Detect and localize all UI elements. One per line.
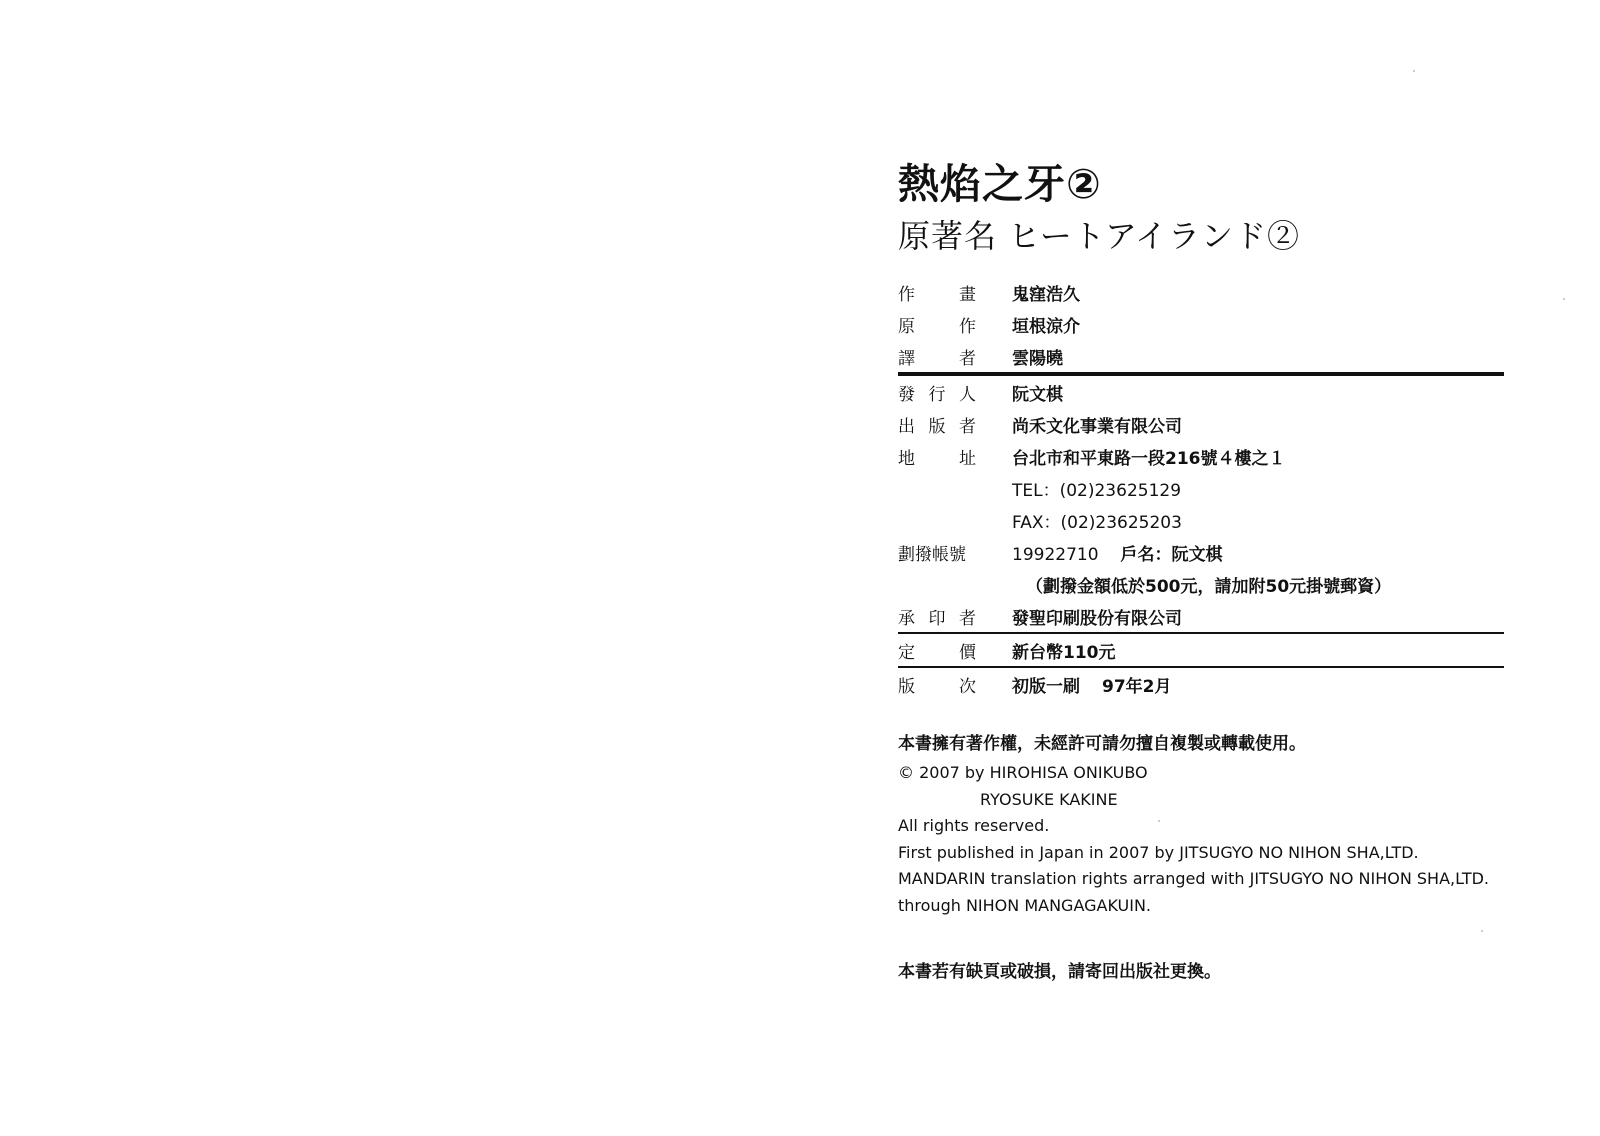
edition-value bbox=[1012, 672, 1172, 697]
label-char: 者 bbox=[959, 416, 976, 437]
credits-table bbox=[898, 276, 1504, 700]
edition-row bbox=[898, 668, 1504, 700]
credit-row-artist bbox=[898, 276, 1504, 308]
label-char: 行 bbox=[928, 384, 946, 405]
price-row bbox=[898, 634, 1504, 668]
transfer-account-number: 19922710 bbox=[1012, 544, 1099, 565]
publication-line: First published in Japan in 2007 by JITSUGYO NO NIHON SHA,LTD. bbox=[898, 842, 1419, 862]
copyright-line: RYOSUKE KAKINE bbox=[980, 789, 1118, 809]
label-char: 印 bbox=[928, 608, 946, 629]
label-char: 版 bbox=[928, 416, 946, 437]
label-char: 版 bbox=[898, 676, 915, 697]
credit-label-char: 畫 bbox=[959, 284, 976, 305]
transfer-label: 劃撥帳號 bbox=[898, 544, 966, 565]
fax-value: FAX：(02)23625203 bbox=[1012, 512, 1182, 533]
scan-speck bbox=[1413, 70, 1415, 72]
rights-line: All rights reserved. bbox=[898, 816, 1050, 835]
scan-speck bbox=[1481, 930, 1483, 932]
book-title: 熱焰之牙② bbox=[898, 160, 1102, 208]
copyright-line: © 2007 by HIROHISA ONIKUBO bbox=[898, 763, 1148, 782]
original-title: 原著名 ヒートアイランド② bbox=[898, 217, 1301, 255]
label-char: 次 bbox=[959, 676, 976, 697]
label-char: 地 bbox=[898, 448, 915, 469]
credit-row-original-author bbox=[898, 308, 1504, 340]
price-value: 新台幣110元 bbox=[1012, 642, 1116, 663]
edition-date: 97年2月 bbox=[1102, 676, 1172, 697]
label-char: 址 bbox=[959, 448, 976, 469]
credit-label-char: 譯 bbox=[898, 348, 915, 369]
copyright-notice: 本書擁有著作權，未經許可請勿擅自複製或轉載使用。 bbox=[898, 734, 1306, 754]
credit-value: 垣根涼介 bbox=[1012, 316, 1080, 337]
publisher-value: 阮文棋 bbox=[1012, 384, 1063, 405]
credit-label-char: 作 bbox=[959, 316, 976, 337]
scan-speck bbox=[1563, 298, 1565, 300]
credit-value: 鬼窪浩久 bbox=[1012, 284, 1080, 305]
transfer-account bbox=[1012, 540, 1223, 565]
printer-value: 發聖印刷股份有限公司 bbox=[1012, 608, 1182, 629]
agency-line: through NIHON MANGAGAKUIN. bbox=[898, 895, 1151, 915]
transfer-note: （劃撥金額低於500元，請加附50元掛號郵資） bbox=[1026, 576, 1392, 597]
credit-label-char: 原 bbox=[898, 316, 915, 337]
label-char: 者 bbox=[959, 608, 976, 629]
translation-rights-line: MANDARIN translation rights arranged with JITSUGYO NO NIHON SHA,LTD. bbox=[898, 869, 1490, 888]
publisher-row-publisher bbox=[898, 408, 1504, 440]
transfer-holder: 戶名：阮文棋 bbox=[1120, 544, 1223, 565]
label-char: 承 bbox=[898, 608, 915, 629]
credit-row-translator bbox=[898, 340, 1504, 376]
label-char: 價 bbox=[959, 642, 976, 663]
copyright-block bbox=[898, 728, 1508, 919]
label-char: 出 bbox=[898, 416, 915, 437]
credit-label-char: 者 bbox=[959, 348, 976, 369]
address-value: 台北市和平東路一段216號４樓之１ bbox=[1012, 448, 1286, 469]
defect-notice: 本書若有缺頁或破損，請寄回出版社更換。 bbox=[898, 962, 1221, 982]
label-char: 定 bbox=[898, 642, 915, 663]
fax-row bbox=[898, 504, 1504, 536]
label-char: 人 bbox=[959, 384, 976, 405]
scan-speck bbox=[1158, 820, 1160, 822]
transfer-row bbox=[898, 536, 1504, 568]
tel-row bbox=[898, 472, 1504, 504]
edition-printing: 初版一刷 bbox=[1012, 676, 1080, 697]
publisher-value: 尚禾文化事業有限公司 bbox=[1012, 416, 1182, 437]
credit-value: 雲陽曉 bbox=[1012, 348, 1063, 369]
credit-label-char: 作 bbox=[898, 284, 915, 305]
publisher-row-address bbox=[898, 440, 1504, 472]
tel-value: TEL：(02)23625129 bbox=[1012, 480, 1182, 501]
publisher-row-issuer bbox=[898, 376, 1504, 408]
printer-row bbox=[898, 600, 1504, 634]
colophon bbox=[898, 158, 1508, 982]
label-char: 發 bbox=[898, 384, 915, 405]
